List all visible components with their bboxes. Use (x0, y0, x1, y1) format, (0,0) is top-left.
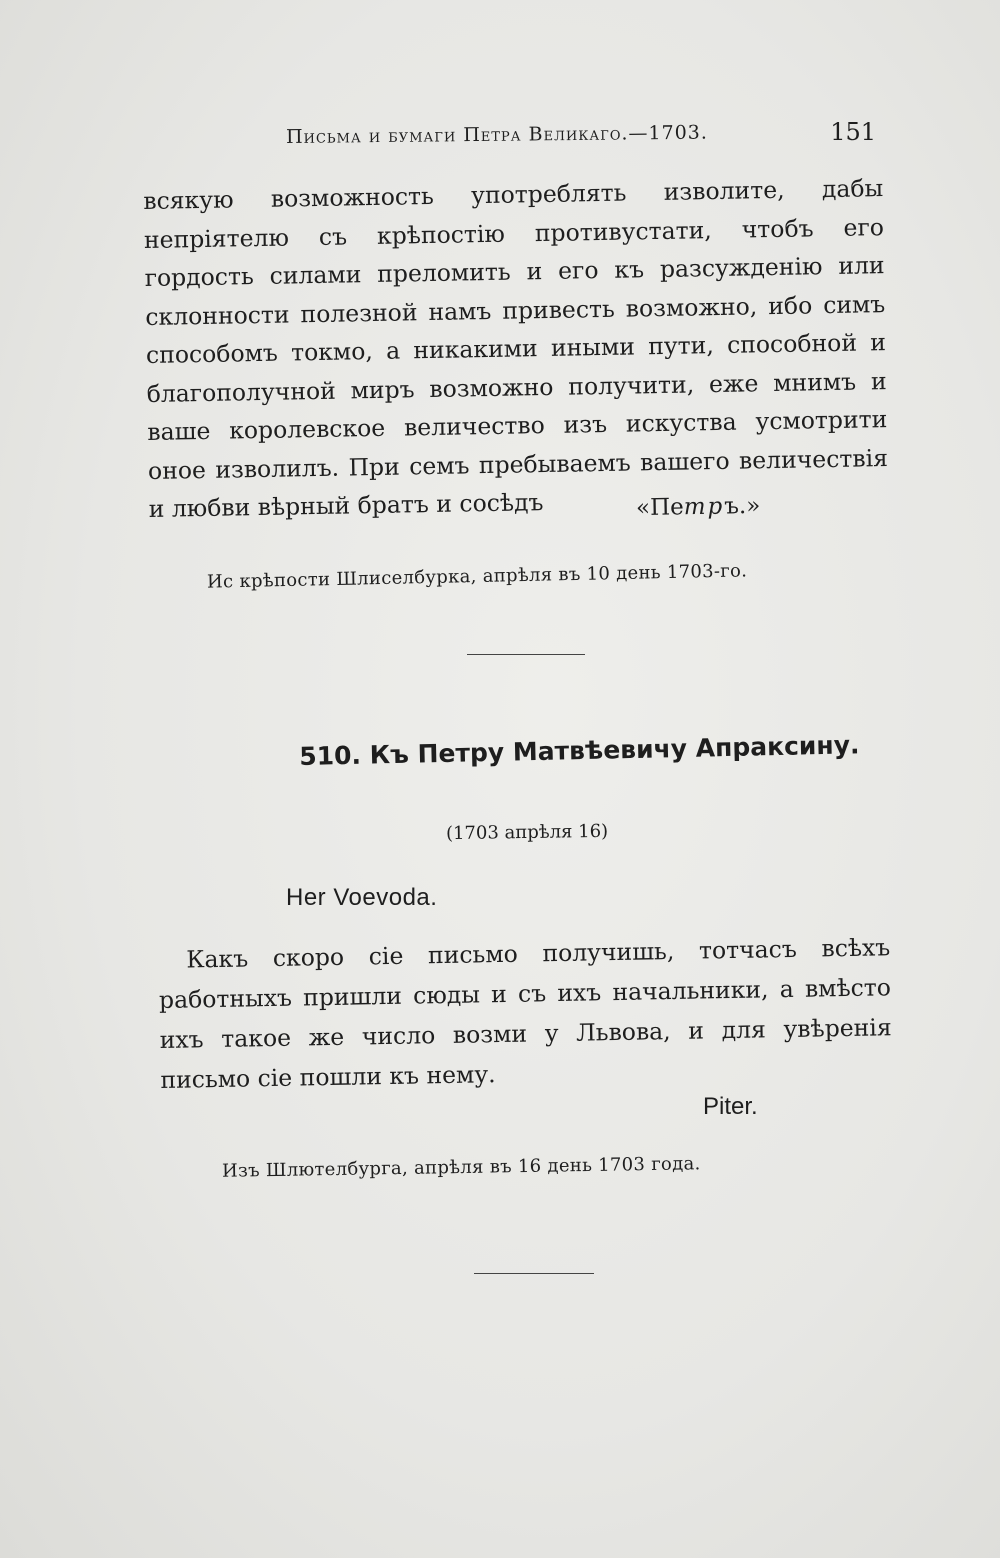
signature-suffix: ъ.» (724, 492, 761, 520)
letter-509-place-date: Ис крѣпости Шлиселбурка, апрѣля въ 10 день 1703-го. (206, 560, 748, 593)
page-header (286, 118, 876, 158)
section-divider (467, 654, 585, 655)
letter-510-signature: Piter. (703, 1093, 758, 1120)
letter-509-body (143, 174, 889, 529)
letter-510-body (158, 933, 892, 1100)
letter-510-heading: 510. Къ Петру Матвѣевичу Апраксину. (299, 730, 860, 771)
letter-509-text: всякую возможность употреблять изволите, дабы непріятелю съ крѣпостію противустати, чтобъ его гордость силами преломить и его къ разсужденію или склонности полезной намъ привесть возможно, ибо симъ способомъ токмо, а никакими иными пути, способной и благополучной миръ возможно получити, еже мнимъ и ваше королевское величество изъ искуства усмотрити оное изволилъ. При семъ пребываемъ вашего величествія и любви вѣрный братъ и сосѣдъ (143, 174, 889, 523)
letter-510-place-date: Изъ Шлютелбурга, апрѣля въ 16 день 1703 года. (221, 1153, 701, 1182)
letter-510-text: Какъ скоро сіе письмо получишь, тотчасъ всѣхъ работныхъ пришли сюды и съ ихъ начальники, а вмѣсто ихъ такое же число возми у Львова, и для увѣренія письмо сіе пошли къ нему. (158, 933, 892, 1094)
letter-510-salutation: Her Voevoda. (286, 884, 438, 911)
signature-prefix: «Пе (635, 494, 684, 522)
letter-509-signature (636, 493, 761, 521)
page-number: 151 (830, 118, 876, 146)
letter-510-date: (1703 апрѣля 16) (445, 820, 609, 845)
section-divider (474, 1273, 594, 1274)
signature-emphasis: тр (683, 493, 725, 521)
running-head: Письма и бумаги Петра Великаго.—1703. (285, 121, 708, 148)
